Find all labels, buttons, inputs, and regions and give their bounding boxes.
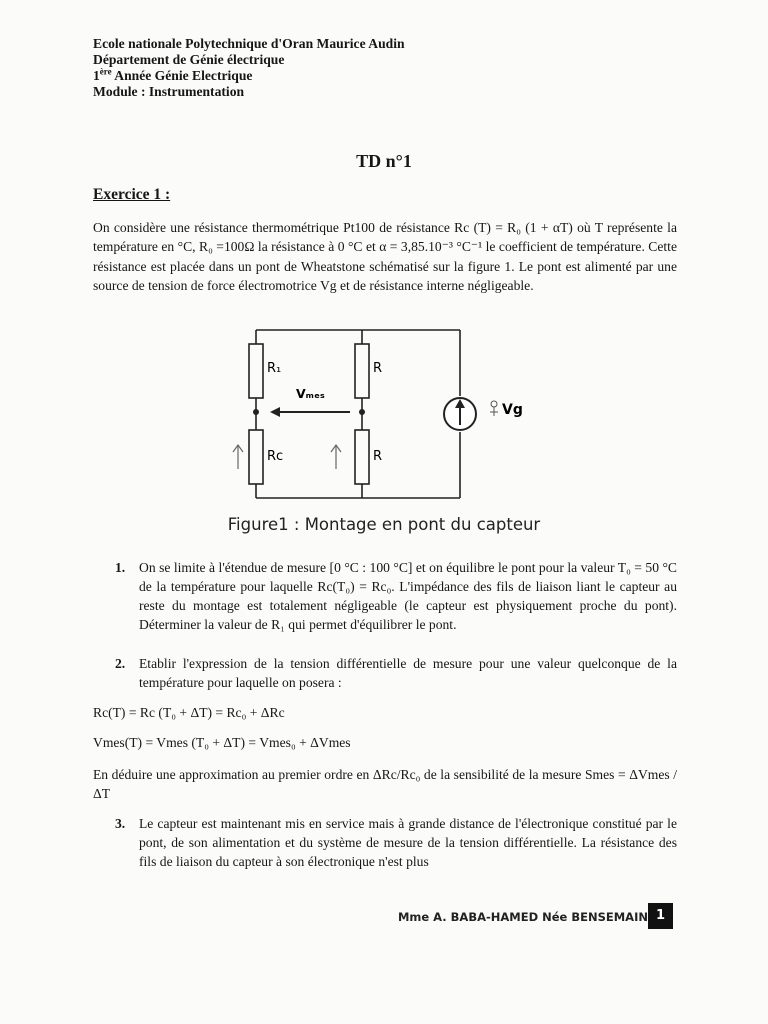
label-vg: Vg bbox=[502, 402, 523, 418]
sensor-arrow-left bbox=[233, 445, 243, 469]
label-rc: Rc bbox=[267, 449, 284, 464]
wheatstone-bridge-figure bbox=[200, 322, 540, 507]
question-number: 1. bbox=[115, 560, 126, 575]
page-title: TD n°1 bbox=[356, 151, 412, 171]
question-text: Etablir l'expression de la tension différentielle de mesure pour une valeur quelconque de la température pour laquelle on posera : bbox=[139, 656, 677, 690]
question-text: On se limite à l'étendue de mesure [0 °C : 100 °C] et on équilibre le pont pour la valeur T₀ = 50 °C de la température pour laquelle Rc(T₀) = Rc₀. L'impédance des fils de liaison liant le capteur au reste du montage est totalement négligeable (le capteur est physiquement proche du pont). Déterminer la valeur de R₁ qui permet d'équilibrer le pont. bbox=[139, 560, 677, 632]
equation-rc: Rc(T) = Rc (T₀ + ΔT) = Rc₀ + ΔRc bbox=[93, 705, 285, 720]
question-number: 2. bbox=[115, 656, 126, 671]
exercise-intro-paragraph: On considère une résistance thermométrique Pt100 de résistance Rc (T) = R₀ (1 + αT) où T représente la température en °C, R₀ =100Ω la résistance à 0 °C et α = 3,85.10⁻³ °C⁻¹ le coefficient de température. Cette résistance est placée dans un pont de Wheatstone schématisé sur la figure 1. Le pont est alimenté par une source de tension de force électromotrice Vg et de résistance interne négligeable. bbox=[93, 220, 677, 293]
node-right bbox=[359, 409, 365, 415]
voltage-source-vg bbox=[444, 398, 476, 430]
label-r-bottom: R bbox=[373, 449, 383, 464]
resistor-rc bbox=[249, 430, 263, 484]
bridge-wires bbox=[256, 330, 460, 498]
header-module: Module : Instrumentation bbox=[93, 84, 245, 99]
question-2 bbox=[93, 654, 677, 692]
node-left bbox=[253, 409, 259, 415]
resistor-r-bottom bbox=[355, 430, 369, 484]
sensor-arrow-right bbox=[331, 445, 341, 469]
author-footer: Mme A. BABA-HAMED Née BENSEMAIN bbox=[397, 910, 648, 924]
resistor-r1 bbox=[249, 344, 263, 398]
question-1 bbox=[93, 558, 677, 634]
label-r-top: R bbox=[373, 361, 383, 376]
equation-vmes: Vmes(T) = Vmes (T₀ + ΔT) = Vmes₀ + ΔVmes bbox=[93, 735, 351, 750]
question-number: 3. bbox=[115, 816, 126, 831]
label-vmes: Vₘₑₛ bbox=[296, 386, 325, 401]
header-year: 1ère Année Génie Electrique bbox=[93, 66, 253, 83]
vg-terminal-icon bbox=[490, 401, 498, 416]
vmes-arrow bbox=[270, 407, 350, 417]
question-text: Le capteur est maintenant mis en service mais à grande distance de l'électronique constitué par le pont, de son alimentation et du système de mesure de la tension différentielle. La résistance des fils de liaison du capteur à son électronique n'est plus bbox=[139, 816, 677, 869]
page-number-badge: 1 bbox=[648, 903, 673, 929]
figure-caption: Figure1 : Montage en pont du capteur bbox=[227, 515, 541, 534]
header-department: Département de Génie électrique bbox=[93, 52, 285, 67]
deduction-paragraph: En déduire une approximation au premier ordre en ΔRc/Rc₀ de la sensibilité de la mesure Smes = ΔVmes / ΔT bbox=[93, 767, 677, 802]
resistor-r-top bbox=[355, 344, 369, 398]
header-school: Ecole nationale Polytechnique d'Oran Maurice Audin bbox=[93, 36, 405, 51]
institution-header bbox=[93, 36, 405, 100]
label-r1: R₁ bbox=[267, 361, 282, 376]
question-3 bbox=[93, 814, 677, 871]
exercise-title: Exercice 1 : bbox=[93, 186, 171, 203]
